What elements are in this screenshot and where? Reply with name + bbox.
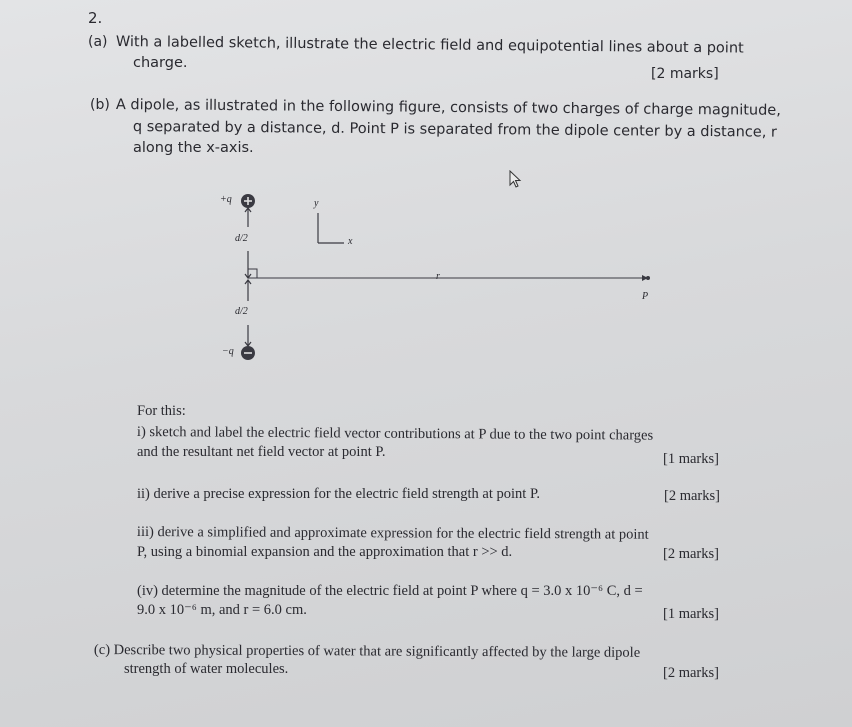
part-b-label: (b) xyxy=(90,97,110,113)
part-a-marks: [2 marks] xyxy=(651,66,719,82)
point-p-dot xyxy=(646,276,650,280)
subpart-ii-marks: [2 marks] xyxy=(664,488,720,504)
subpart-iii-line2: P, using a binomial expansion and the approximation that r >> d. xyxy=(137,544,513,560)
for-this-heading: For this: xyxy=(137,403,186,419)
part-b-line1: A dipole, as illustrated in the following figure, consists of two charges of charge magnitude, xyxy=(115,97,781,119)
part-c-line2: strength of water molecules. xyxy=(124,661,289,677)
part-a-label: (a) xyxy=(88,34,108,50)
r-label: r xyxy=(436,271,440,282)
half-d-bottom-label: d/2 xyxy=(235,306,248,317)
part-b-line3: along the x-axis. xyxy=(133,140,254,156)
positive-charge-label: +q xyxy=(220,194,232,205)
subpart-iii-marks: [2 marks] xyxy=(663,546,719,562)
part-c-line1: (c) Describe two physical properties of water that are significantly affected by the large dipole xyxy=(93,642,641,661)
subpart-iii-line1: iii) derive a simplified and approximate expression for the electric field strength at point xyxy=(136,524,649,543)
point-p-label: P xyxy=(642,291,649,302)
x-axis-label: x xyxy=(348,236,353,247)
half-d-top-label: d/2 xyxy=(235,233,248,244)
y-axis-label: y xyxy=(314,198,319,209)
negative-charge-label: −q xyxy=(222,346,234,357)
part-c-marks: [2 marks] xyxy=(663,665,719,681)
dipole-figure xyxy=(200,185,670,375)
subpart-iv-line1: (iv) determine the magnitude of the electric field at point P where q = 3.0 x 10⁻⁶ C, d = xyxy=(137,583,643,599)
subpart-iv-marks: [1 marks] xyxy=(663,606,719,622)
subpart-i-marks: [1 marks] xyxy=(663,451,719,467)
question-number: 2. xyxy=(88,9,103,27)
subpart-i-line2: and the resultant net field vector at point P. xyxy=(137,444,386,460)
subpart-ii-line1: ii) derive a precise expression for the electric field strength at point P. xyxy=(137,486,541,502)
part-b-line2: q separated by a distance, d. Point P is separated from the dipole center by a distance, r xyxy=(132,119,777,141)
subpart-iv-line2: 9.0 x 10⁻⁶ m, and r = 6.0 cm. xyxy=(137,602,307,618)
part-a-line1: With a labelled sketch, illustrate the electric field and equipotential lines about a point xyxy=(115,34,744,57)
part-a-line2: charge. xyxy=(133,55,188,71)
subpart-i-line1: i) sketch and label the electric field vector contributions at P due to the two point charges xyxy=(136,424,654,444)
